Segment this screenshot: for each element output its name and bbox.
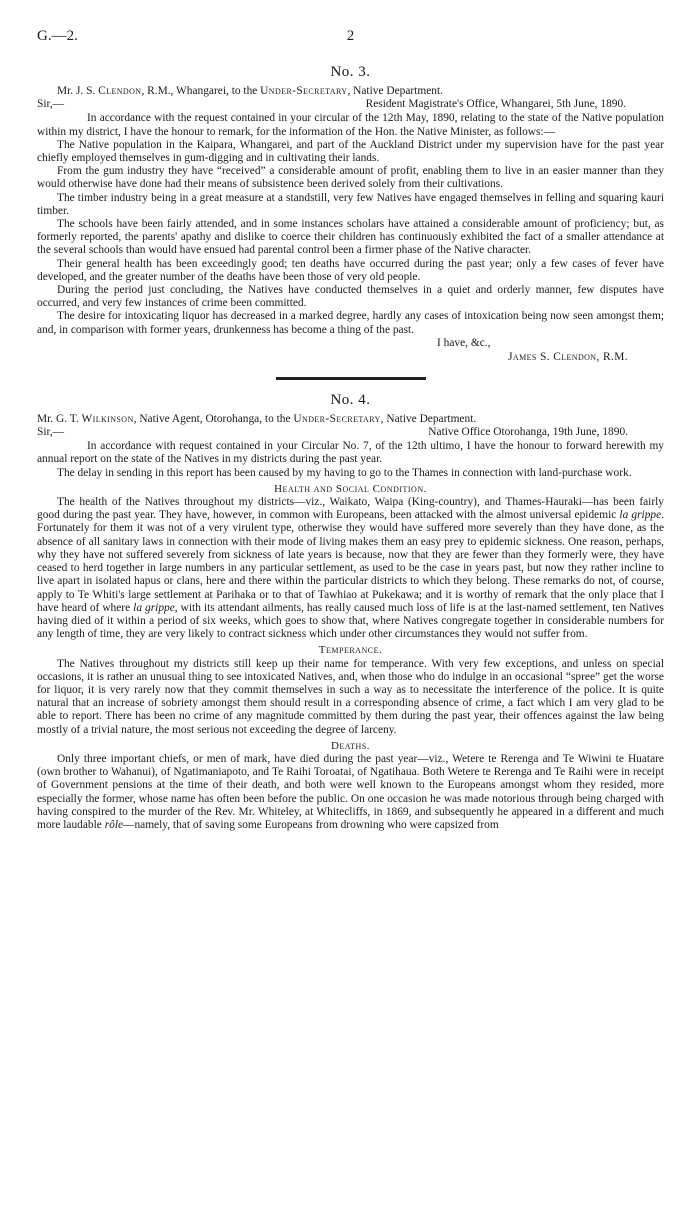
section-heading-temperance: Temperance. — [318, 644, 383, 657]
letter-4-heading: No. 4. — [330, 391, 371, 408]
letter-4-address — [37, 413, 664, 426]
paragraph-health — [37, 496, 664, 641]
letter-3-closing — [37, 337, 664, 365]
paragraph: In accordance with request contained in your Circular No. 7, of the 12th ultimo, I have the honour to forward herewith my annual report on the state of the Natives in my districts during the past year. — [37, 440, 664, 466]
address-mid: , R.M., Whangarei, to the — [141, 85, 261, 98]
italic-term: rôle — [104, 818, 124, 831]
letter-3-address — [37, 85, 664, 98]
section-heading-deaths: Deaths. — [330, 739, 371, 752]
section-heading-health: Health and Social Condition. — [274, 482, 427, 495]
paragraph-temperance: The Natives throughout my districts still keep up their name for temperance. With very few exceptions, and unless on special occasions, it is rather an unusual thing to see intoxicated Natives, and, when those who do indulge in an occasional “spree” get the worse for liquor, it is very rarely now that they commit themselves in such a way as to necessitate the interference of the police. It is quite natural that an increase of sobriety amongst them should result in a corresponding absence of crime, a fact which I am very glad to be able to report. There has been no crime of any magnitude committed by them during the past year, their offences against the law being mostly of a trivial nature, the most serious not exceeding the degree of larceny. — [37, 657, 664, 736]
closing-formula: I have, &c., — [437, 336, 491, 349]
page-header — [37, 30, 664, 52]
address-office: Under-Secretary — [293, 413, 381, 426]
place-date: Resident Magistrate's Office, Whangarei, 5th June, 1890. — [365, 98, 626, 111]
paragraph: From the gum industry they have “received” a considerable amount of profit, enabling them to live in an easier manner than they would otherwise have done had their means of subsistence been derived solely from their cultivations. — [37, 165, 664, 191]
paragraph-deaths — [37, 753, 664, 832]
place-date: Native Office Otorohanga, 19th June, 1890. — [428, 426, 628, 439]
paragraph: The desire for intoxicating liquor has decreased in a marked degree, hardly any cases of intoxication being now seen amongst them; and, in comparison with former years, drunkenness has become a thing of the past. — [37, 310, 664, 336]
italic-term: la grippe — [133, 601, 175, 614]
paragraph: The delay in sending in this report has been caused by my having to go to the Thames in connection with land-purchase work. — [57, 466, 632, 479]
text-run: —namely, that of saving some Europeans from drowning who were capsized from — [123, 818, 499, 831]
text-run: . Fortunately for them it was not of a very virulent type, otherwise they would have suffered more severely than they have done, as the absence of all sanitary laws in connection with their mode of living makes them an easy prey to epidemic sickness. One reason, perhaps, why they have not suffered severely from sickness of late years is because, now that they are fewer than they formerly were, they have ceased to herd together in large numbers in any particular settlement, as used to be the case in years past, but now they rather incline to live apart in isolated hapus or clans, here and there within the particular districts to which they belong. These remarks do not, of course, apply to Te Whiti's large settlement at Parihaka or to that of Tawhiao at Pukekawa; and it is worthy of remark that the only place that I have heard of where — [37, 509, 665, 614]
paragraph: The Native population in the Kaipara, Whangarei, and part of the Auckland District under my supervision have for the past year chiefly employed themselves in gum-digging and in cultivating their lands. — [37, 138, 664, 165]
address-name: Clendon — [98, 85, 142, 98]
italic-term: la grippe — [619, 509, 662, 522]
address-suffix: , Native Department. — [380, 413, 477, 426]
page-number: 2 — [346, 28, 355, 44]
signature: James S. Clendon, R.M. — [508, 350, 628, 363]
paragraph: The schools have been fairly attended, and in some instances scholars have attained a considerable amount of proficiency; but, as formerly reported, the parents' apathy and dislike to coerce their children has continuously exhibited the fact of a smaller attendance at the several schools than would have ensued had parental control been a firmer phase of the Native character. — [37, 218, 664, 257]
address-prefix: Mr. J. S. — [57, 85, 99, 98]
address-name: Wilkinson — [81, 413, 134, 426]
letter-3-salutation-row — [37, 98, 664, 112]
salutation: Sir,— — [37, 426, 65, 439]
text-run: Only three important chiefs, or men of mark, have died during the past year—viz., Wetere te Rerenga and Te Wiwini te Huatare (own brother to Wahanui), of Ngatimaniapoto, and Te Raihi Toroatai, of Ngatihaua. Both Wetere te Rerenga and Te Raihi were in receipt of Government pensions at the time of their death, and both were well known to the Europeans amongst whom they resided, more especially the former, whose name has often been before the public. On one occasion he was made notorious through being charged with having conspired to the murder of the Rev. Mr. Whiteley, at Whitecliffs, in 1869, and subsequently he appeared in a different and much more laudable — [37, 752, 664, 831]
letter-3-heading: No. 3. — [330, 64, 371, 80]
address-prefix: Mr. G. T. — [37, 413, 82, 426]
section-divider — [276, 377, 426, 380]
paragraph: The timber industry being in a great measure at a standstill, very few Natives have engaged themselves in felling and squaring kauri timber. — [37, 191, 664, 217]
address-suffix: , Native Department. — [347, 85, 443, 98]
address-mid: , Native Agent, Otorohanga, to the — [133, 413, 294, 426]
salutation: Sir,— — [37, 98, 65, 111]
paragraph: During the period just concluding, the Natives have conducted themselves in a quiet and orderly manner, few disputes have occurred, and very few instances of crime been committed. — [37, 284, 664, 310]
page-reference: G.—2. — [37, 28, 78, 44]
text-run: The health of the Natives throughout my districts—viz., Waikato, Waipa (King-country), and Thames-Hauraki—has been fairly good during the past year. They have, however, in common with Europeans, been attacked with the almost universal epidemic — [37, 496, 664, 522]
paragraph: Their general health has been exceedingly good; ten deaths have occurred during the past year; only a few cases of fever have developed, and the greater number of the deaths have been those of very old people. — [37, 257, 664, 283]
text-run: , with its attendant ailments, has really caused much loss of life is at the last-named settlement, ten Natives having died of it within a period of six weeks, which goes to show that, where Natives congregate together in considerable numbers for any length of time, they are very likely to contract sickness which under other circumstances they would not suffer from. — [37, 601, 664, 641]
paragraph: In accordance with the request contained in your circular of the 12th May, 1890, relating to the state of the Native population within my district, I have the honour to remark, for the information of the Hon. the Native Minister, as follows:— — [37, 112, 664, 138]
letter-4-salutation-row — [37, 426, 664, 440]
address-office: Under-Secretary — [260, 85, 348, 98]
